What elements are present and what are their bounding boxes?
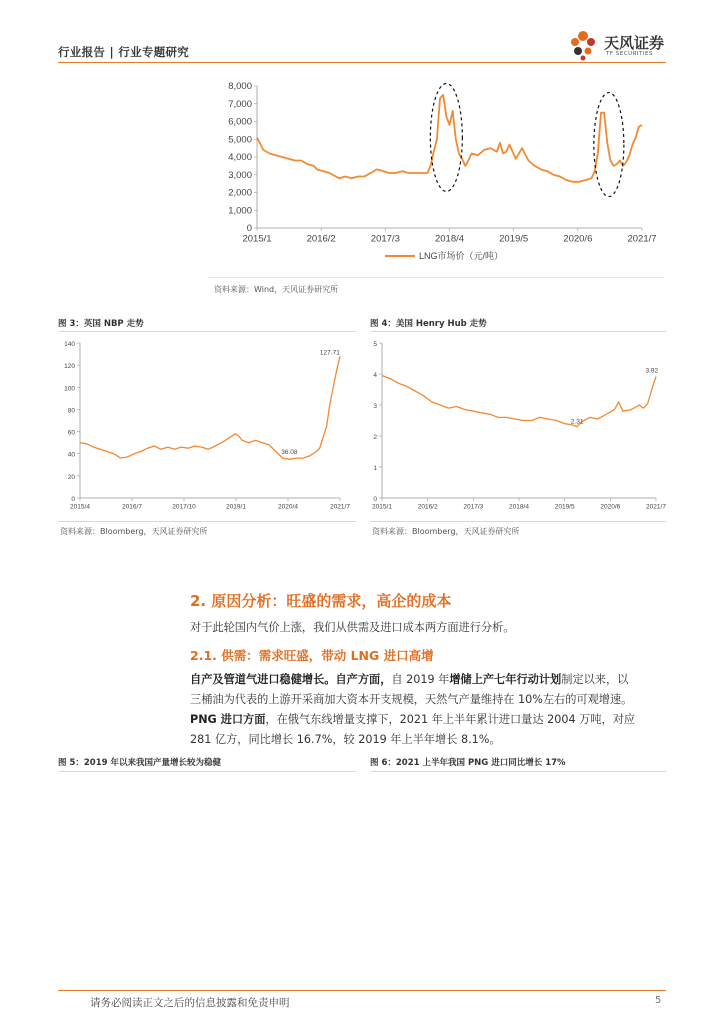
para-line-1 bbox=[190, 670, 670, 690]
y-tick-label: 5,000 bbox=[228, 134, 252, 146]
x-tick-label: 2015/4 bbox=[70, 503, 90, 511]
fig6-title: 图 6：2021 上半年我国 PNG 进口同比增长 17% bbox=[370, 758, 566, 768]
report-header: 行业报告 | 行业专题研究 bbox=[58, 45, 190, 59]
tf-securities-logo bbox=[566, 26, 676, 64]
fig6-rule bbox=[370, 771, 666, 772]
footer-disclaimer: 请务必阅读正文之后的信息披露和免责申明 bbox=[90, 997, 290, 1009]
y-tick-label: 0 bbox=[373, 496, 377, 503]
para-text: 制定以来，以 bbox=[561, 673, 629, 686]
logo-text-cn: 天风证券 bbox=[604, 34, 665, 52]
x-tick-label: 2018/4 bbox=[509, 503, 529, 511]
y-tick-label: 40 bbox=[67, 451, 75, 459]
x-tick-label: 2015/1 bbox=[372, 503, 392, 511]
para-line-2: 三桶油为代表的上游开采商加大资本开支规模，天然气产量维持在 10%左右的可观增速。 bbox=[190, 693, 633, 706]
x-tick-label: 2021/7 bbox=[646, 503, 666, 511]
y-tick-label: 8,000 bbox=[228, 81, 252, 92]
x-tick-label: 2017/3 bbox=[463, 503, 484, 511]
legend-label: LNG市场价（元/吨） bbox=[419, 251, 504, 261]
body-paragraph bbox=[190, 670, 670, 750]
x-tick-label: 2017/3 bbox=[370, 233, 400, 245]
top-chart-rule bbox=[208, 277, 664, 278]
y-tick-label: 4,000 bbox=[228, 152, 252, 163]
y-tick-label: 6,000 bbox=[228, 116, 252, 128]
para-text: 自 2019 年 bbox=[391, 673, 450, 686]
logo-text-en: TF SECURITIES bbox=[606, 51, 653, 57]
y-tick-label: 3 bbox=[373, 403, 377, 410]
series-line bbox=[80, 356, 340, 459]
fig3-bottom-rule bbox=[58, 521, 356, 522]
x-tick-label: 2019/5 bbox=[554, 503, 575, 511]
henry-hub-chart bbox=[368, 335, 668, 515]
fig5-title: 图 5：2019 年以来我国产量增长较为稳健 bbox=[58, 758, 221, 768]
section-intro: 对于此轮国内气价上涨，我们从供需及进口成本两方面进行分析。 bbox=[190, 621, 515, 634]
y-tick-label: 60 bbox=[67, 429, 75, 437]
para-lead-bold: 自产及管道气进口稳健增长。自产方面， bbox=[190, 673, 392, 686]
y-tick-label: 5 bbox=[373, 341, 377, 348]
y-tick-label: 80 bbox=[67, 407, 75, 415]
x-tick-label: 2020/6 bbox=[600, 503, 621, 511]
y-tick-label: 3,000 bbox=[228, 169, 252, 181]
para-text: ，在俄气东线增量支撑下，2021 年上半年累计进口量达 2004 万吨，对应 bbox=[265, 713, 636, 726]
x-tick-label: 2018/4 bbox=[434, 233, 465, 245]
y-tick-label: 4 bbox=[373, 372, 377, 379]
y-tick-label: 0 bbox=[246, 223, 252, 234]
page-number: 5 bbox=[655, 995, 662, 1006]
fig4-top-rule bbox=[370, 331, 666, 332]
fig3-top-rule bbox=[58, 331, 356, 332]
y-tick-label: 2 bbox=[373, 434, 377, 441]
y-tick-label: 2,000 bbox=[228, 187, 252, 199]
data-label-min: 2.31 bbox=[570, 418, 584, 426]
data-label-max: 3.92 bbox=[645, 367, 659, 375]
y-tick-label: 100 bbox=[64, 385, 75, 393]
series-line bbox=[257, 95, 642, 182]
logo-flower-icon bbox=[566, 26, 600, 62]
y-tick-label: 20 bbox=[67, 473, 75, 481]
y-tick-label: 1,000 bbox=[228, 205, 252, 217]
nbp-chart bbox=[58, 335, 358, 515]
fig3-title: 图 3：英国 NBP 走势 bbox=[58, 319, 144, 329]
fig4-source: 资料来源：Bloomberg，天风证券研究所 bbox=[372, 527, 520, 536]
fig5-rule bbox=[58, 771, 356, 772]
para-line-4: 281 亿方，同比增长 16.7%，较 2019 年上半年增长 8.1%。 bbox=[190, 733, 501, 746]
y-tick-label: 7,000 bbox=[228, 98, 252, 110]
data-label-min: 36.08 bbox=[281, 449, 298, 457]
x-tick-label: 2016/2 bbox=[417, 503, 438, 511]
data-label-max: 127.71 bbox=[319, 349, 340, 357]
series-line bbox=[382, 376, 656, 427]
para-png-bold: PNG 进口方面 bbox=[190, 713, 266, 726]
x-tick-label: 2020/4 bbox=[278, 503, 298, 511]
x-tick-label: 2015/1 bbox=[242, 233, 272, 245]
x-tick-label: 2016/7 bbox=[122, 503, 142, 511]
x-tick-label: 2021/7 bbox=[330, 503, 350, 511]
x-tick-label: 2020/6 bbox=[563, 233, 593, 245]
top-chart-source: 资料来源：Wind，天风证券研究所 bbox=[214, 285, 339, 294]
para-line-3 bbox=[190, 710, 670, 730]
x-tick-label: 2019/5 bbox=[499, 233, 529, 245]
y-tick-label: 140 bbox=[64, 341, 75, 348]
x-tick-label: 2017/10 bbox=[172, 503, 196, 511]
subsection-title: 2.1. 供需：需求旺盛，带动 LNG 进口高增 bbox=[190, 648, 434, 663]
section-title: 2. 原因分析：旺盛的需求，高企的成本 bbox=[190, 592, 452, 610]
fig3-source: 资料来源：Bloomberg，天风证券研究所 bbox=[60, 527, 208, 536]
y-tick-label: 120 bbox=[64, 363, 75, 371]
highlight-ellipse-2018 bbox=[430, 83, 462, 191]
y-tick-label: 1 bbox=[373, 465, 377, 472]
x-tick-label: 2019/1 bbox=[226, 503, 246, 511]
x-tick-label: 2016/2 bbox=[306, 233, 336, 245]
footer-rule bbox=[58, 990, 666, 991]
lng-price-chart bbox=[200, 78, 670, 278]
y-tick-label: 0 bbox=[71, 496, 75, 503]
x-tick-label: 2021/7 bbox=[627, 233, 657, 245]
para-plan-bold: 增储上产七年行动计划 bbox=[449, 673, 562, 686]
fig4-title: 图 4：美国 Henry Hub 走势 bbox=[370, 319, 487, 329]
fig4-bottom-rule bbox=[370, 521, 666, 522]
